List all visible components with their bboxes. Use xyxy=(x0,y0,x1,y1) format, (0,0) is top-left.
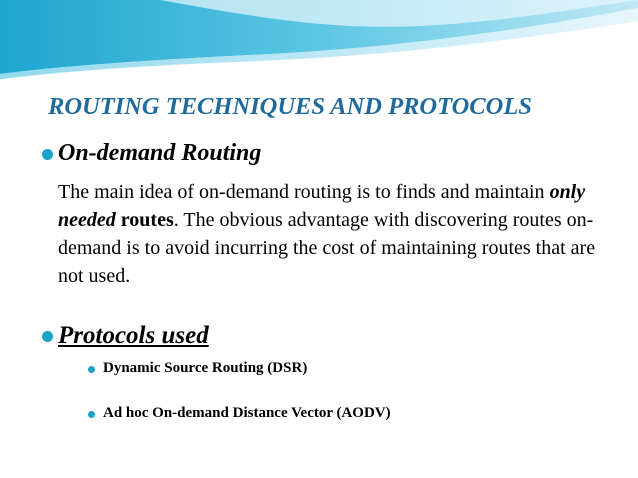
protocol-item: Ad hoc On-demand Distance Vector (AODV) xyxy=(103,405,391,421)
paragraph-text-continued: . The obvious advantage with discovering routes on-demand is to avoid incurring the cost of maintaining routes that are not used. xyxy=(58,209,596,287)
sub-bullet-icon xyxy=(88,411,95,418)
protocol-item: Dynamic Source Routing (DSR) xyxy=(103,360,308,376)
bullet-icon xyxy=(42,149,53,160)
section-paragraph xyxy=(58,178,618,290)
paragraph-text: The main idea of on-demand routing is to finds and maintain xyxy=(58,181,550,203)
paragraph-bold: routes xyxy=(120,209,174,231)
slide-title: ROUTING TECHNIQUES AND PROTOCOLS xyxy=(48,93,532,120)
sub-bullet-icon xyxy=(88,366,95,373)
section-heading-on-demand: On-demand Routing xyxy=(58,140,262,166)
section-heading-protocols: Protocols used xyxy=(58,322,209,349)
header-wave-decoration xyxy=(0,0,638,90)
bullet-icon xyxy=(42,331,53,342)
paragraph-emphasis: only needed xyxy=(58,181,586,231)
